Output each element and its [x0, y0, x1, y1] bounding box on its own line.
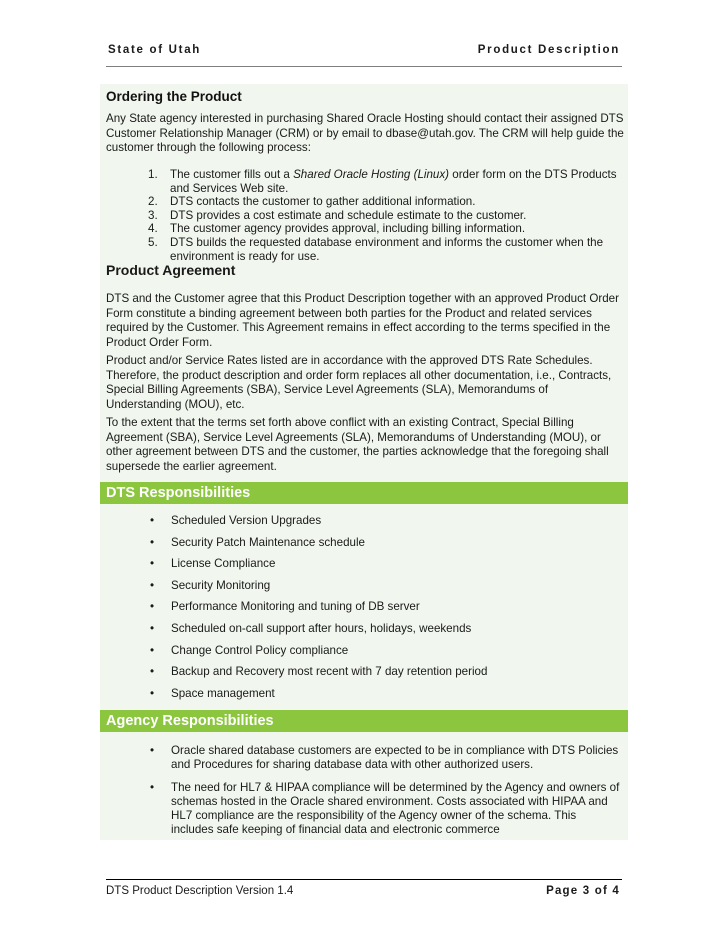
agency-responsibilities-list	[148, 744, 620, 837]
list-item	[148, 665, 620, 679]
bullet-icon: •	[150, 557, 155, 571]
list-item	[148, 557, 620, 571]
list-item-text: Security Monitoring	[171, 578, 271, 592]
agreement-paragraph-2: Product and/or Service Rates listed are in accordance with the approved DTS Rate Schedules. Therefore, the product description and order form replaces all other documentation, i.e., Contracts, Special Billing Agreements (SBA), Service Level Agreements (SLA), Memorandums of Understanding (MOU), etc.	[106, 354, 612, 411]
list-item	[148, 514, 620, 528]
list-item-text: Space management	[171, 686, 275, 700]
bullet-icon: •	[150, 535, 155, 549]
bullet-icon: •	[150, 643, 155, 657]
list-item-text: Oracle shared database customers are expected to be in compliance with DTS Policies and Procedures for sharing database data with other authorized users.	[171, 744, 619, 771]
list-item-text: Security Patch Maintenance schedule	[171, 535, 365, 549]
step-text-italic: Shared Oracle Hosting (Linux)	[293, 168, 450, 181]
list-item-text: Backup and Recovery most recent with 7 day retention period	[171, 665, 488, 679]
step-item	[148, 209, 620, 223]
list-item-text: Performance Monitoring and tuning of DB server	[171, 600, 420, 614]
bullet-icon: •	[150, 514, 155, 527]
step-text-before: The customer fills out a	[170, 168, 294, 181]
list-item	[148, 781, 620, 837]
footer-page-number: Page 3 of 4	[546, 885, 620, 897]
agreement-paragraph-3: To the extent that the terms set forth above conflict with an existing Contract, Special Billing Agreement (SBA), Service Level Agreements (SLA), Memorandums of Understanding (MOU), or other agreement between DTS and the customer, the parties acknowledge that the foregoing shall supersede the earlier agreement.	[106, 416, 609, 473]
step-number: 2.	[148, 195, 158, 209]
bullet-icon: •	[150, 600, 155, 614]
list-item-text: Scheduled on-call support after hours, holidays, weekends	[171, 621, 472, 635]
dts-responsibilities-header	[100, 482, 628, 504]
bullet-icon: •	[150, 578, 155, 592]
page-header	[106, 44, 622, 67]
step-text: The customer agency provides approval, including billing information.	[170, 222, 526, 236]
step-item	[148, 168, 620, 195]
bullet-icon: •	[150, 665, 155, 679]
list-item	[148, 536, 620, 550]
ordering-steps	[148, 168, 620, 263]
list-item-text: The need for HL7 & HIPAA compliance will be determined by the Agency and owners of schemas hosted in the Oracle shared environment. Costs associated with HIPAA and HL7 compliance are the responsibility of the Agency owner of the schema. This includes safe keeping of financial data and electronic commerce	[171, 781, 620, 836]
step-number: 3.	[148, 208, 158, 222]
step-text-after: order form on the DTS Products and Services Web site.	[170, 168, 617, 195]
step-number: 4.	[148, 222, 158, 236]
bullet-icon: •	[150, 781, 155, 794]
step-item	[148, 222, 620, 236]
ordering-title: Ordering the Product	[106, 89, 242, 104]
list-item	[148, 644, 620, 658]
agreement-paragraph-1: DTS and the Customer agree that this Product Description together with an approved Product Order Form constitute a binding agreement between both parties for the Product and related services required by the Customer. This Agreement remains in effect according to the terms specified in the Product Order Form.	[106, 292, 619, 349]
agency-responsibilities-title: Agency Responsibilities	[106, 713, 274, 729]
list-item-text: License Compliance	[171, 557, 276, 571]
dts-responsibilities-list	[148, 514, 620, 701]
bullet-icon: •	[150, 686, 155, 700]
step-text: DTS builds the requested database environment and informs the customer when the environment is ready for use.	[170, 235, 604, 263]
list-item	[148, 579, 620, 593]
header-doc-type: Product Description	[477, 44, 620, 56]
agency-responsibilities-header	[100, 710, 628, 732]
step-text: DTS contacts the customer to gather additional information.	[170, 195, 476, 209]
bullet-icon: •	[150, 621, 155, 635]
step-text: DTS provides a cost estimate and schedule estimate to the customer.	[170, 208, 527, 222]
step-number: 1.	[148, 168, 158, 181]
footer-doc-version: DTS Product Description Version 1.4	[106, 885, 294, 897]
list-item-text: Change Control Policy compliance	[171, 643, 349, 657]
list-item	[148, 622, 620, 636]
agreement-title: Product Agreement	[106, 262, 236, 278]
page-footer	[106, 879, 622, 900]
step-number: 5.	[148, 235, 158, 249]
page-content	[100, 84, 628, 840]
list-item	[148, 600, 620, 614]
list-item	[148, 744, 620, 772]
dts-responsibilities-title: DTS Responsibilities	[106, 485, 251, 501]
step-item	[148, 236, 620, 263]
ordering-intro: Any State agency interested in purchasing Shared Oracle Hosting should contact their assigned DTS Customer Relationship Manager (CRM) or by email to dbase@utah.gov. The CRM will help guide the customer through the following process:	[106, 112, 624, 155]
list-item	[148, 687, 620, 701]
step-item	[148, 195, 620, 209]
list-item-text: Scheduled Version Upgrades	[171, 514, 322, 527]
bullet-icon: •	[150, 744, 155, 757]
header-org: State of Utah	[108, 44, 202, 56]
